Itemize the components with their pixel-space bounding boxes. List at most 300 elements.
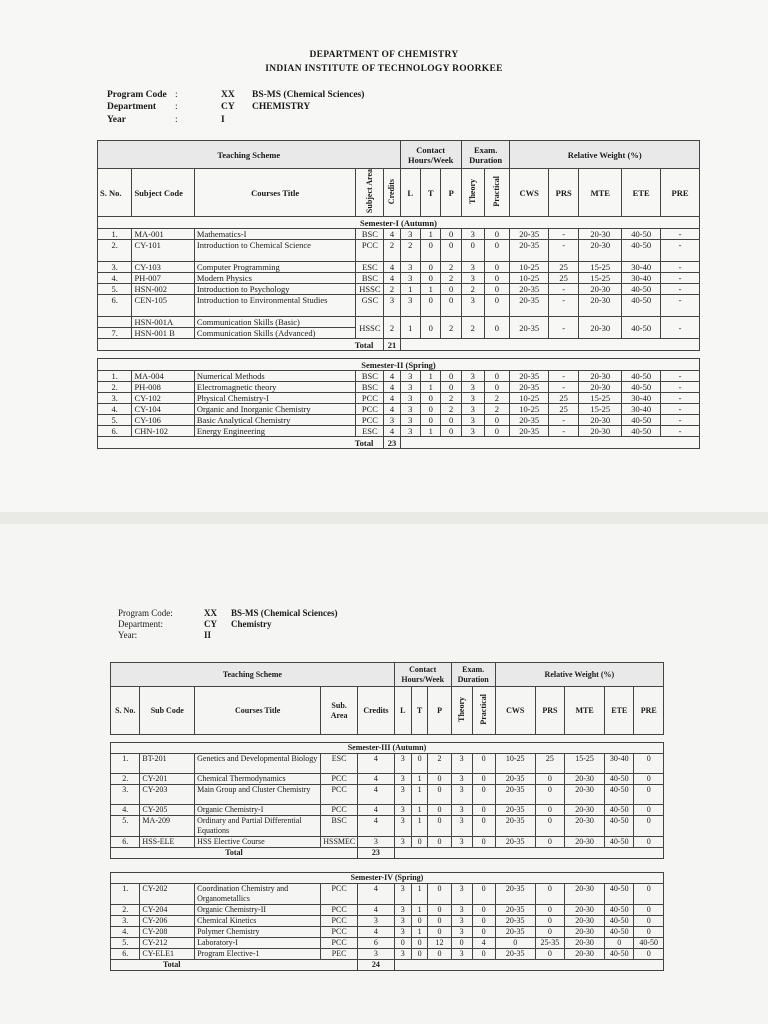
course-code: HSS-ELE (140, 837, 195, 848)
cws-weight: 20-35 (510, 284, 549, 295)
courses-title-header: Courses Title (194, 169, 356, 217)
credits: 4 (384, 229, 400, 240)
practical-duration: 0 (472, 805, 495, 816)
serial-number: 5. (98, 415, 132, 426)
l-header: L (400, 169, 420, 217)
contact-hours-header: Contact Hours/Week (394, 663, 451, 687)
ete-weight: 40-50 (622, 415, 661, 426)
course-table-year2 (110, 662, 664, 971)
ete-weight: 30-40 (622, 404, 661, 415)
lecture-hours: 3 (400, 415, 420, 426)
theory-duration: 3 (461, 404, 484, 415)
cws-weight: 20-35 (510, 229, 549, 240)
prs-weight: 25-35 (535, 938, 564, 949)
ete-weight: 40-50 (605, 816, 634, 837)
theory-duration: 3 (451, 805, 472, 816)
course-title: Electromagnetic theory (194, 382, 356, 393)
total-label: Total (111, 848, 358, 859)
practical-duration: 0 (484, 371, 510, 382)
course-title: Polymer Chemistry (195, 927, 321, 938)
theory-duration: 3 (451, 754, 472, 774)
cws-weight: 20-35 (495, 949, 535, 960)
credits: 4 (384, 371, 400, 382)
relative-weight-header: Relative Weight (%) (495, 663, 663, 687)
course-row (98, 262, 700, 273)
course-row (111, 905, 664, 916)
practical-hours: 0 (441, 229, 461, 240)
tutorial-hours: 0 (411, 938, 428, 949)
course-row (111, 837, 664, 848)
credits: 4 (384, 273, 400, 284)
tutorial-hours: 0 (420, 262, 440, 273)
practical-duration: 0 (484, 284, 510, 295)
course-row (111, 774, 664, 785)
mte-weight: 20-30 (565, 905, 605, 916)
institute-heading: INDIAN INSTITUTE OF TECHNOLOGY ROORKEE (265, 64, 503, 74)
course-title: Organic and Inorganic Chemistry (194, 404, 356, 415)
practical-hours: 0 (428, 805, 451, 816)
sub-code-header: Sub Code (140, 687, 195, 735)
practical-duration: 0 (484, 426, 510, 437)
tutorial-hours: 1 (411, 816, 428, 837)
mte-weight: 20-30 (579, 284, 622, 295)
prs-weight: - (549, 371, 579, 382)
course-title: Program Elective-1 (195, 949, 321, 960)
ete-weight: 40-50 (605, 949, 634, 960)
subject-area: HSSMEC (321, 837, 358, 848)
course-code: PH-007 (132, 273, 194, 284)
course-row (98, 382, 700, 393)
program-code-label: Program Code: (118, 608, 173, 618)
ete-weight: 40-50 (605, 805, 634, 816)
tutorial-hours: 0 (420, 404, 440, 415)
semester-1-title: Semester-I (Autumn) (98, 217, 700, 229)
mte-weight: 20-30 (565, 785, 605, 805)
course-code: CY-203 (140, 785, 195, 805)
cws-weight: 20-35 (510, 426, 549, 437)
tutorial-hours: 0 (411, 754, 428, 774)
pre-weight: - (661, 371, 700, 382)
credits: 4 (358, 816, 395, 837)
credits: 4 (358, 754, 395, 774)
mte-header: MTE (579, 169, 622, 217)
course-code: MA-001 (132, 229, 194, 240)
lecture-hours: 3 (400, 262, 420, 273)
prs-weight: - (549, 295, 579, 317)
practical-duration: 0 (472, 927, 495, 938)
subject-area: PCC (356, 393, 384, 404)
serial-number: 7. (98, 328, 132, 339)
tutorial-hours: 0 (420, 273, 440, 284)
serial-number: 4. (111, 927, 140, 938)
tutorial-hours: 1 (411, 884, 428, 905)
serial-number: 6. (111, 837, 140, 848)
credits: 3 (358, 916, 395, 927)
prs-weight: - (549, 284, 579, 295)
subject-area: BSC (356, 273, 384, 284)
practical-hours: 0 (428, 884, 451, 905)
subject-area: PCC (321, 938, 358, 949)
serial-number: 6. (111, 949, 140, 960)
practical-hours: 0 (428, 927, 451, 938)
mte-weight: 20-30 (579, 240, 622, 262)
pre-weight: - (661, 262, 700, 273)
cws-weight: 20-35 (510, 317, 549, 339)
pre-weight: 0 (634, 774, 664, 785)
practical-duration: 0 (484, 295, 510, 317)
subject-area: BSC (356, 229, 384, 240)
course-title: Computer Programming (194, 262, 356, 273)
t-header: T (411, 687, 428, 735)
theory-duration: 3 (461, 426, 484, 437)
theory-duration: 2 (461, 284, 484, 295)
practical-hours: 0 (428, 785, 451, 805)
year-value: II (204, 630, 212, 640)
department-name: CHEMISTRY (252, 102, 311, 112)
subject-area: BSC (356, 382, 384, 393)
program-code: XX (204, 608, 217, 618)
mte-weight: 20-30 (579, 229, 622, 240)
course-code: CY-ELE1 (140, 949, 195, 960)
credits: 3 (358, 949, 395, 960)
serial-number: 3. (111, 785, 140, 805)
theory-duration: 3 (461, 229, 484, 240)
tutorial-hours: 0 (411, 916, 428, 927)
mte-weight: 20-30 (565, 805, 605, 816)
course-title: Main Group and Cluster Chemistry (195, 785, 321, 805)
theory-header: Theory (457, 696, 467, 722)
ete-weight: 30-40 (622, 273, 661, 284)
ete-weight: 40-50 (622, 426, 661, 437)
theory-duration: 3 (461, 371, 484, 382)
theory-duration: 3 (451, 884, 472, 905)
program-code: XX (221, 90, 235, 100)
ete-weight: 40-50 (622, 284, 661, 295)
mte-weight: 20-30 (565, 884, 605, 905)
ete-weight: 40-50 (605, 774, 634, 785)
ete-weight: 40-50 (605, 884, 634, 905)
pre-weight: 0 (634, 949, 664, 960)
credits: 2 (384, 240, 400, 262)
lecture-hours: 3 (394, 816, 411, 837)
credits: 4 (384, 382, 400, 393)
ete-header: ETE (605, 687, 634, 735)
lecture-hours: 3 (394, 754, 411, 774)
lecture-hours: 2 (400, 240, 420, 262)
course-code: CY-212 (140, 938, 195, 949)
lecture-hours: 3 (394, 805, 411, 816)
serial-number: 5. (111, 816, 140, 837)
course-title: Organic Chemistry-I (195, 805, 321, 816)
cws-weight: 10-25 (510, 262, 549, 273)
sub-area-header: Sub. Area (321, 687, 358, 735)
credits: 4 (358, 785, 395, 805)
serial-number: 2. (111, 774, 140, 785)
cws-weight: 20-35 (495, 927, 535, 938)
prs-weight: - (549, 229, 579, 240)
department-label: Department (107, 102, 157, 112)
course-row (111, 816, 664, 837)
theory-duration: 0 (461, 240, 484, 262)
practical-duration: 0 (484, 382, 510, 393)
course-title: Coordination Chemistry and Organometallics (195, 884, 321, 905)
ete-header: ETE (622, 169, 661, 217)
course-row (98, 404, 700, 415)
practical-duration: 0 (484, 273, 510, 284)
prs-weight: - (549, 240, 579, 262)
practical-duration: 0 (472, 774, 495, 785)
serial-number: 6. (98, 295, 132, 317)
lecture-hours: 3 (394, 905, 411, 916)
practical-duration: 2 (484, 404, 510, 415)
cws-weight: 20-35 (510, 295, 549, 317)
credits: 4 (384, 426, 400, 437)
course-code: CY-204 (140, 905, 195, 916)
course-row (111, 916, 664, 927)
cws-weight: 20-35 (510, 240, 549, 262)
prs-weight: - (549, 382, 579, 393)
ete-weight: 40-50 (622, 382, 661, 393)
exam-duration-header: Exam. Duration (451, 663, 495, 687)
credits: 4 (384, 404, 400, 415)
p-header: P (441, 169, 461, 217)
tutorial-hours: 0 (411, 837, 428, 848)
sno-header: S. No. (111, 687, 140, 735)
credits: 4 (358, 805, 395, 816)
prs-weight: 25 (549, 404, 579, 415)
tutorial-hours: 0 (420, 415, 440, 426)
ete-weight: 30-40 (605, 754, 634, 774)
ete-weight: 40-50 (622, 317, 661, 339)
mte-weight: 20-30 (565, 837, 605, 848)
course-code: CY-106 (132, 415, 194, 426)
mte-weight: 20-30 (579, 371, 622, 382)
tutorial-hours: 0 (411, 949, 428, 960)
course-code: CY-201 (140, 774, 195, 785)
theory-duration: 3 (461, 415, 484, 426)
course-code: HSN-001 B (132, 328, 194, 339)
total-credits: 24 (358, 960, 395, 971)
semester-3-title: Semester-III (Autumn) (111, 743, 664, 754)
practical-hours: 0 (441, 240, 461, 262)
course-code: CY-202 (140, 884, 195, 905)
subject-area: ESC (356, 426, 384, 437)
subject-area: PCC (321, 774, 358, 785)
theory-duration: 3 (451, 905, 472, 916)
lecture-hours: 0 (394, 938, 411, 949)
course-title: Numerical Methods (194, 371, 356, 382)
prs-weight: 0 (535, 785, 564, 805)
ete-weight: 40-50 (622, 240, 661, 262)
serial-number: 2. (111, 905, 140, 916)
course-row (98, 284, 700, 295)
ete-weight: 40-50 (605, 916, 634, 927)
practical-hours: 2 (441, 262, 461, 273)
course-row (98, 415, 700, 426)
credits: 3 (358, 837, 395, 848)
lecture-hours: 1 (400, 284, 420, 295)
pre-header: PRE (661, 169, 700, 217)
subject-area: PCC (321, 927, 358, 938)
subject-area: HSSC (356, 284, 384, 295)
serial-number: 1. (111, 754, 140, 774)
course-title: Mathematics-I (194, 229, 356, 240)
practical-duration: 0 (472, 816, 495, 837)
course-row (98, 371, 700, 382)
cws-weight: 10-25 (510, 393, 549, 404)
total-credits: 23 (384, 437, 400, 449)
cws-weight: 10-25 (510, 273, 549, 284)
pre-weight: - (661, 273, 700, 284)
course-code: HSN-001A (132, 317, 194, 328)
mte-weight: 20-30 (579, 382, 622, 393)
mte-weight: 20-30 (579, 317, 622, 339)
department-code: CY (221, 102, 235, 112)
pre-weight: 0 (634, 754, 664, 774)
ete-weight: 0 (605, 938, 634, 949)
mte-weight: 20-30 (565, 927, 605, 938)
cws-weight: 20-35 (495, 884, 535, 905)
mte-weight: 15-25 (579, 273, 622, 284)
mte-weight: 20-30 (565, 916, 605, 927)
tutorial-hours: 1 (420, 382, 440, 393)
theory-duration: 3 (451, 927, 472, 938)
subject-area: PCC (356, 404, 384, 415)
mte-weight: 15-25 (565, 754, 605, 774)
practical-hours: 0 (428, 916, 451, 927)
course-row (111, 927, 664, 938)
mte-weight: 20-30 (565, 774, 605, 785)
mte-weight: 20-30 (565, 949, 605, 960)
cws-weight: 20-35 (495, 916, 535, 927)
practical-hours: 0 (441, 371, 461, 382)
ete-weight: 30-40 (622, 393, 661, 404)
mte-weight: 20-30 (565, 816, 605, 837)
practical-duration: 0 (472, 905, 495, 916)
year-label: Year: (118, 630, 138, 640)
prs-weight: 0 (535, 774, 564, 785)
exam-duration-header: Exam. Duration (461, 141, 509, 169)
theory-duration: 3 (461, 393, 484, 404)
pre-weight: - (661, 393, 700, 404)
practical-duration: 0 (484, 229, 510, 240)
course-row (98, 295, 700, 317)
prs-weight: 25 (549, 262, 579, 273)
l-header: L (394, 687, 411, 735)
program-info-year1 (107, 90, 507, 130)
practical-duration: 0 (472, 949, 495, 960)
practical-duration: 0 (484, 317, 510, 339)
practical-duration: 0 (484, 415, 510, 426)
pre-weight: 0 (634, 927, 664, 938)
semester-2-title: Semester-II (Spring) (98, 359, 700, 371)
practical-hours: 0 (428, 774, 451, 785)
serial-number: 2. (98, 382, 132, 393)
subject-area: HSSC (356, 317, 384, 339)
practical-hours: 0 (428, 949, 451, 960)
subject-area-header: Subject Area (365, 169, 375, 214)
practical-hours: 0 (441, 295, 461, 317)
credits: 4 (358, 905, 395, 916)
pre-weight: - (661, 229, 700, 240)
serial-number: 4. (98, 404, 132, 415)
course-title: Organic Chemistry-II (195, 905, 321, 916)
total-label: Total (98, 339, 384, 351)
serial-number: 5. (111, 938, 140, 949)
cws-weight: 10-25 (495, 754, 535, 774)
course-code: CY-101 (132, 240, 194, 262)
theory-duration: 3 (461, 382, 484, 393)
pre-weight: - (661, 295, 700, 317)
course-code: HSN-002 (132, 284, 194, 295)
cws-weight: 20-35 (495, 805, 535, 816)
theory-header: Theory (468, 179, 478, 204)
practical-hours: 0 (441, 415, 461, 426)
credits: 4 (384, 262, 400, 273)
course-row (111, 949, 664, 960)
subject-area: PCC (356, 415, 384, 426)
department-name: Chemistry (231, 619, 272, 629)
theory-duration: 3 (451, 816, 472, 837)
course-code: CY-205 (140, 805, 195, 816)
pre-weight: 40-50 (634, 938, 664, 949)
course-title: Physical Chemistry-I (194, 393, 356, 404)
pre-weight: 0 (634, 884, 664, 905)
department-code: CY (204, 619, 217, 629)
serial-number: 6. (98, 426, 132, 437)
credits-header: Credits (387, 178, 397, 205)
cws-weight: 20-35 (495, 837, 535, 848)
serial-number: 3. (98, 262, 132, 273)
course-code: BT-201 (140, 754, 195, 774)
tutorial-hours: 1 (420, 229, 440, 240)
total-label: Total (111, 960, 358, 971)
subject-code-header: Subject Code (132, 169, 194, 217)
practical-hours: 2 (441, 404, 461, 415)
t-header: T (420, 169, 440, 217)
page-gap (0, 512, 768, 524)
subject-area: ESC (321, 754, 358, 774)
course-title: Chemical Kinetics (195, 916, 321, 927)
subject-area: PCC (321, 785, 358, 805)
tutorial-hours: 1 (411, 774, 428, 785)
credits: 4 (358, 927, 395, 938)
program-code-label: Program Code (107, 90, 167, 100)
department-heading: DEPARTMENT OF CHEMISTRY (309, 50, 459, 60)
mte-header: MTE (565, 687, 605, 735)
practical-hours: 2 (428, 754, 451, 774)
subject-area: ESC (356, 262, 384, 273)
pre-weight: - (661, 404, 700, 415)
practical-hours: 2 (441, 393, 461, 404)
practical-hours: 0 (428, 816, 451, 837)
total-credits: 23 (358, 848, 395, 859)
practical-header: Practical (479, 693, 489, 725)
tutorial-hours: 1 (420, 284, 440, 295)
cws-weight: 20-35 (495, 816, 535, 837)
course-row (111, 938, 664, 949)
program-name: BS-MS (Chemical Sciences) (231, 608, 338, 618)
subject-area: PEC (321, 949, 358, 960)
prs-weight: 25 (535, 754, 564, 774)
mte-weight: 20-30 (579, 426, 622, 437)
practical-duration: 0 (472, 916, 495, 927)
practical-hours: 0 (441, 382, 461, 393)
courses-title-header: Courses Title (195, 687, 321, 735)
prs-weight: 0 (535, 884, 564, 905)
serial-number: 1. (98, 229, 132, 240)
cws-weight: 20-35 (510, 371, 549, 382)
